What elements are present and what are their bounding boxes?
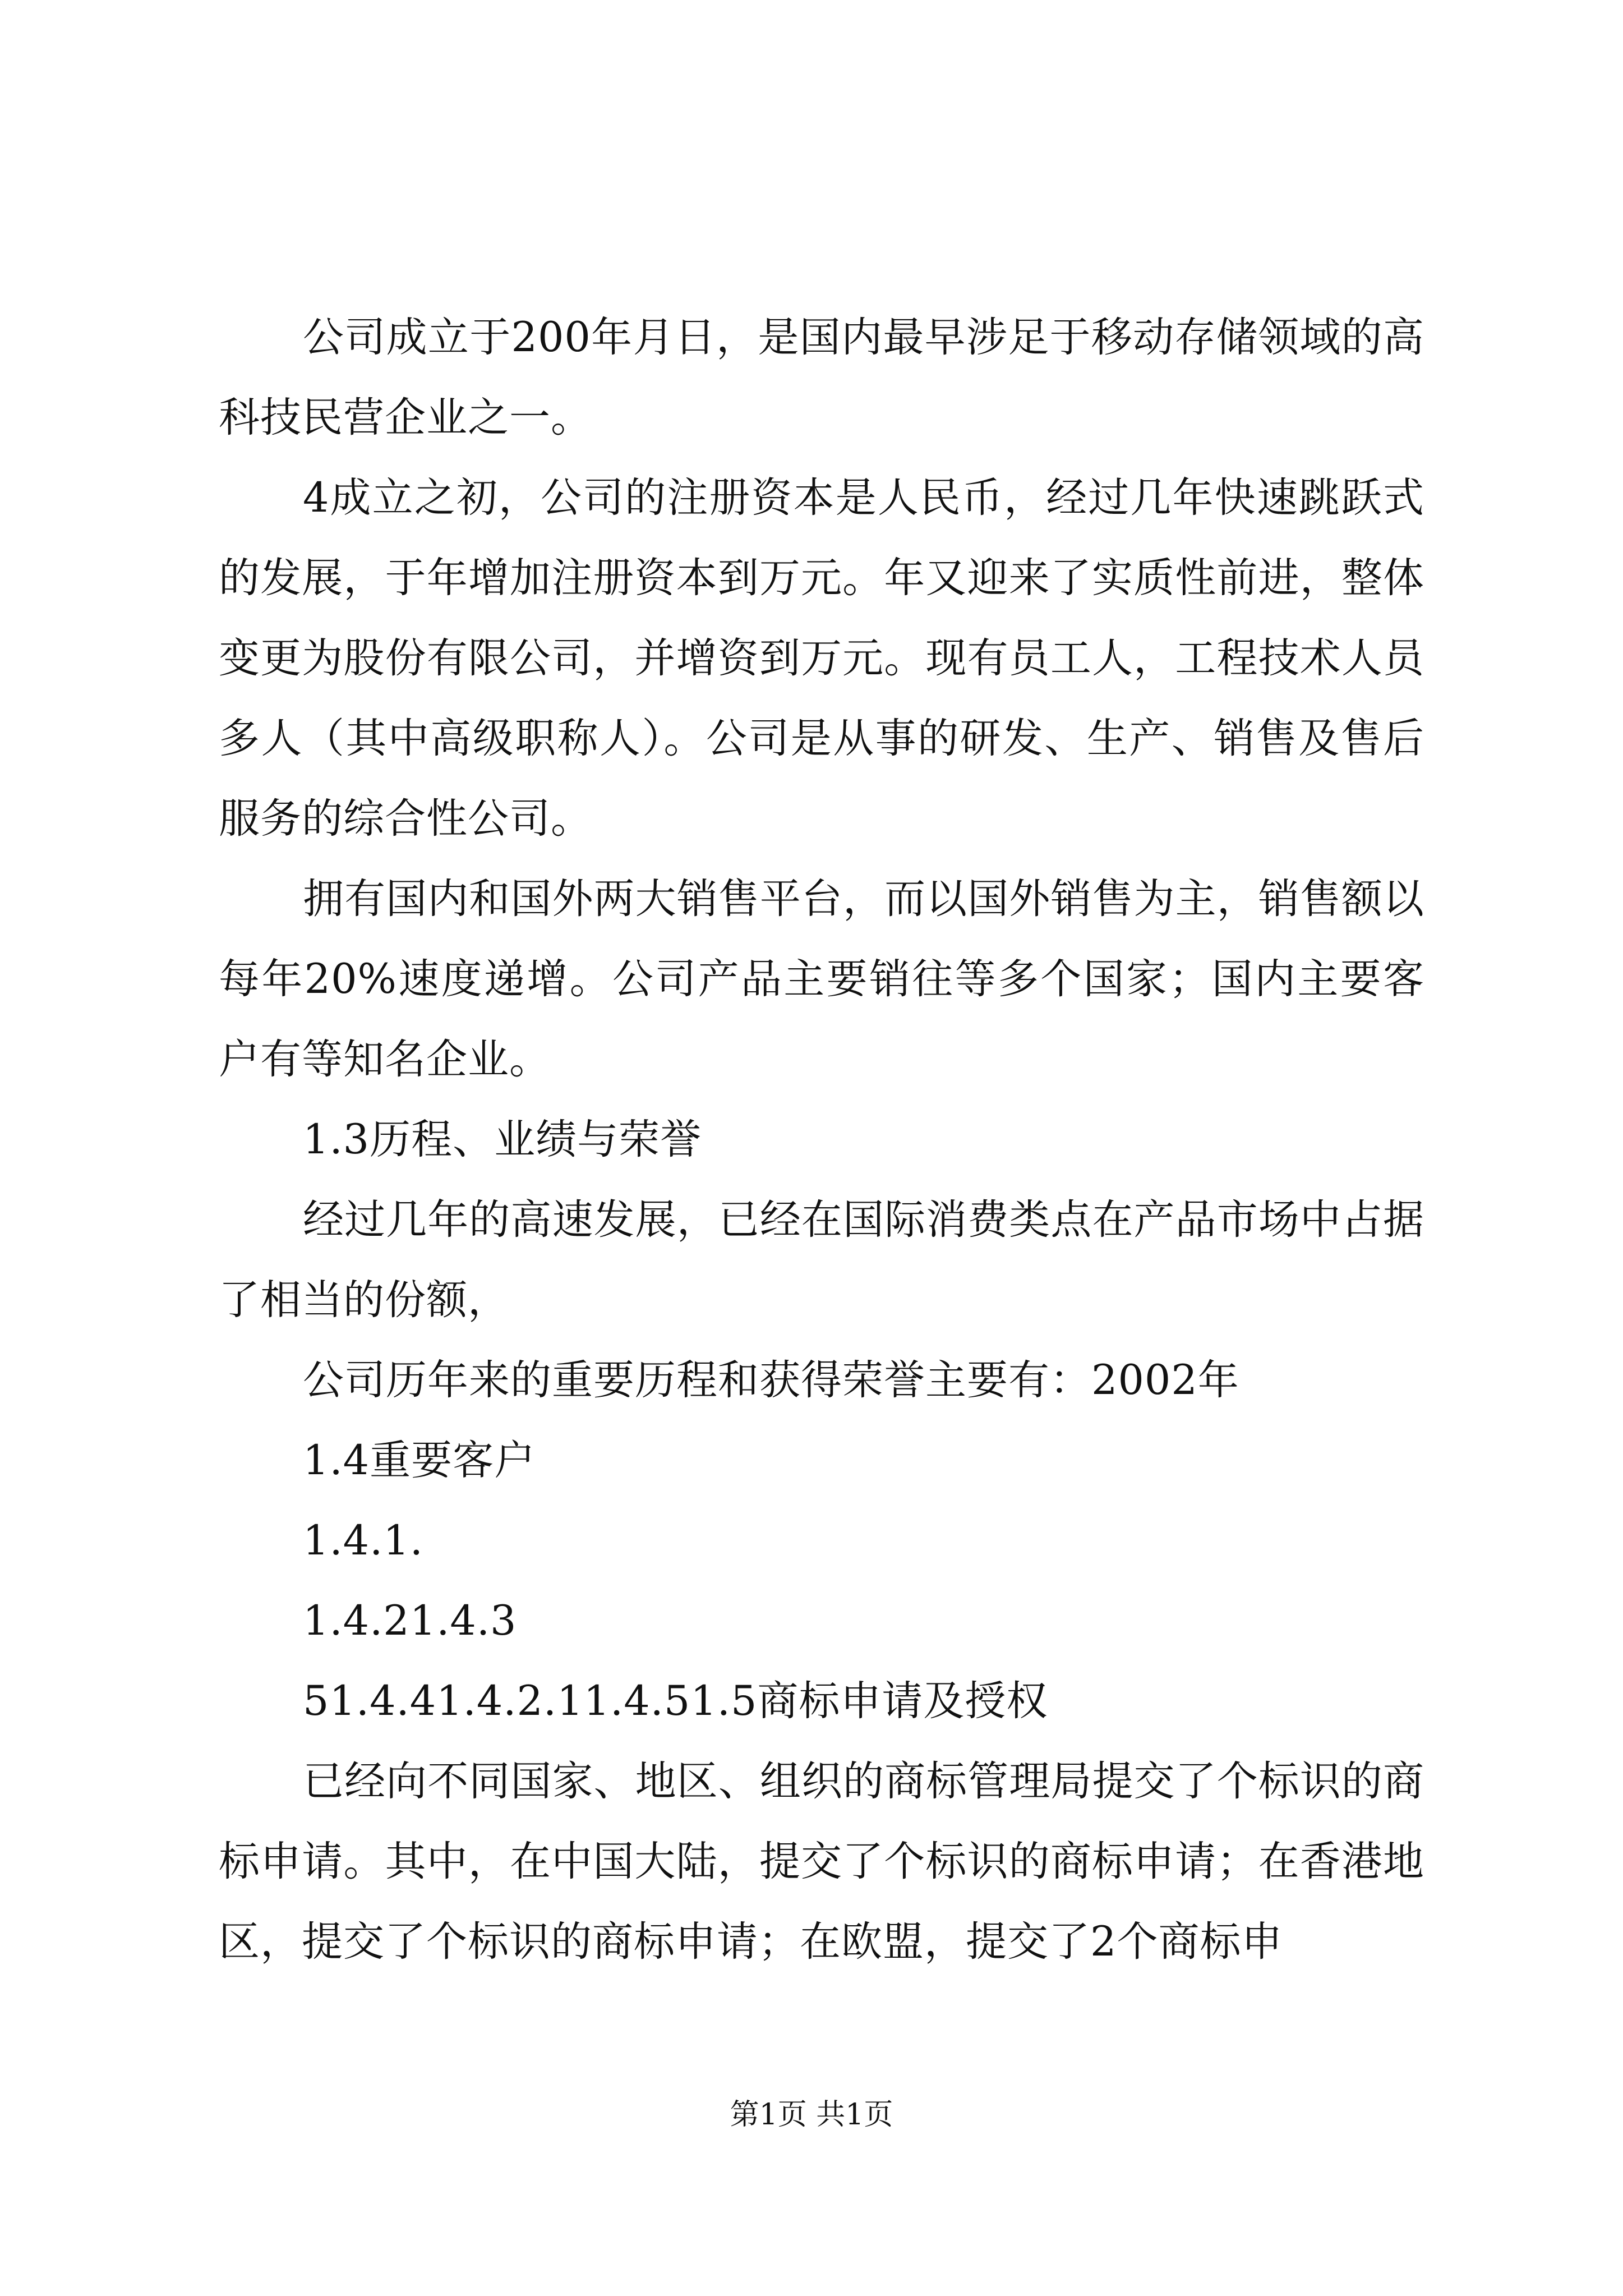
paragraph-market-share: 经过几年的高速发展，已经在国际消费类点在产品市场中占据了相当的份额，: [219, 1196, 1424, 1324]
heading-history-honors: 1.3历程、业绩与荣誉: [303, 1116, 702, 1163]
paragraph-registered-capital: 4成立之初，公司的注册资本是人民币，经过几年快速跳跃式的发展，于年增加注册资本到万元。年又迎来了实质性前进，整体变更为股份有限公司，并增资到万元。现有员工人，工程技术人员多人（其中高级职称人）。公司是从事的研发、生产、销售及售后服务的综合性公司。: [219, 474, 1424, 843]
heading-key-customers: 1.4重要客户: [303, 1437, 536, 1484]
heading-trademark: 51.4.41.4.2.11.4.51.5商标申请及授权: [303, 1677, 1048, 1725]
document-body: [219, 297, 1424, 1982]
paragraph-company-founding: 公司成立于200年月日，是国内最早涉足于移动存储领域的高科技民营企业之一。: [219, 314, 1424, 441]
paragraph-history-list: 公司历年来的重要历程和获得荣誉主要有：2002年: [303, 1356, 1239, 1404]
heading-1-4-2: 1.4.21.4.3: [303, 1597, 517, 1645]
paragraph-trademark-applications: 已经向不同国家、地区、组织的商标管理局提交了个标识的商标申请。其中，在中国大陆，提交了个标识的商标申请；在香港地区，提交了个标识的商标申请；在欧盟，提交了2个商标申: [219, 1757, 1424, 1966]
page-footer: 第1页 共1页: [730, 2098, 893, 2132]
heading-1-4-1: 1.4.1.: [303, 1517, 423, 1565]
paragraph-sales-platform: 拥有国内和国外两大销售平台，而以国外销售为主，销售额以每年20%速度递增。公司产品主要销往等多个国家；国内主要客户有等知名企业。: [219, 875, 1424, 1083]
